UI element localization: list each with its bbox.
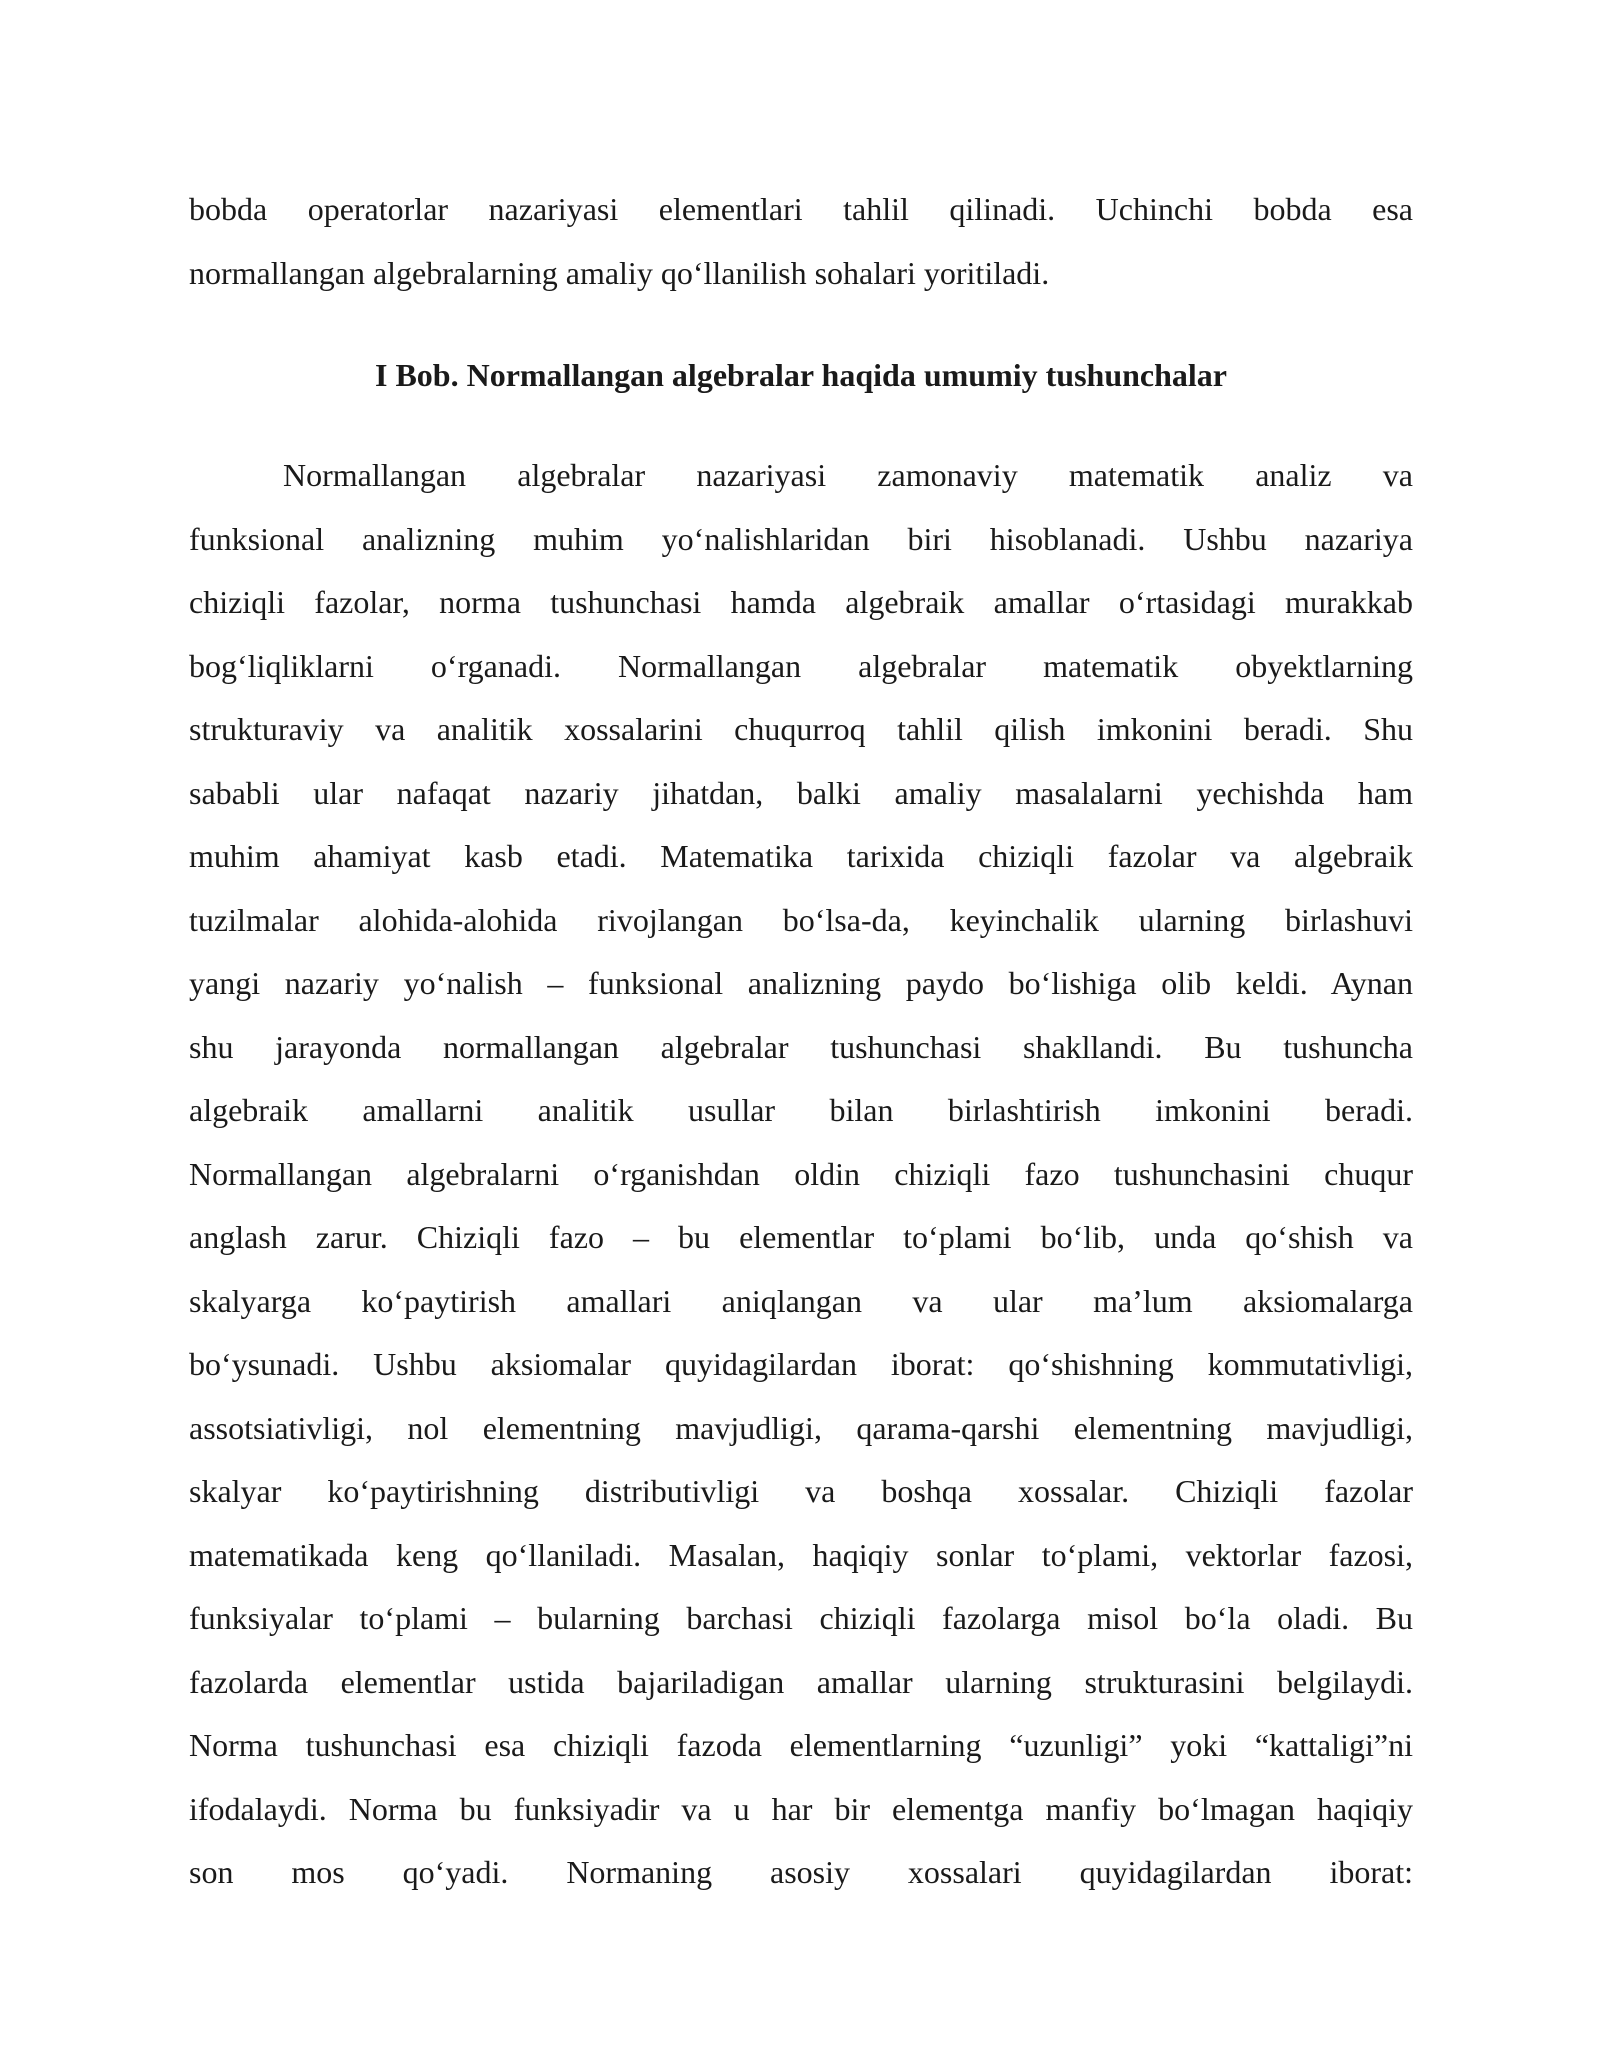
intro-paragraph [189,178,1413,305]
body-line: bog‘liqliklarni o‘rganadi. Normallangan algebralar matematik obyektlarning [189,647,1413,684]
body-line: anglash zarur. Chiziqli fazo – bu elementlar to‘plami bo‘lib, unda qo‘shish va [189,1219,1413,1255]
body-line: bo‘ysunadi. Ushbu aksiomalar quyidagilardan iborat: qo‘shishning kommutativligi, [189,1346,1413,1382]
body-line: chiziqli fazolar, norma tushunchasi hamda algebraik amallar o‘rtasidagi murakkab [189,584,1413,620]
body-line: algebraik amallarni analitik usullar bilan birlashtirish imkonini beradi. [189,1092,1413,1128]
body-line: tuzilmalar alohida-alohida rivojlangan bo‘lsa-da, keyinchalik ularning birlashuvi [189,901,1413,938]
body-line: Norma tushunchasi esa chiziqli fazoda elementlarning “uzunligi” yoki “kattaligi”ni [189,1727,1413,1763]
body-paragraph [189,444,1413,1905]
body-line: yangi nazariy yo‘nalish – funksional analizning paydo bo‘lishiga olib keldi. Aynan [189,965,1413,1001]
intro-line: bobda operatorlar nazariyasi elementlari tahlil qilinadi. Uchinchi bobda esa [189,191,1413,227]
body-line: Normallangan algebralar nazariyasi zamonaviy matematik analiz va [283,457,1413,493]
body-line: muhim ahamiyat kasb etadi. Matematika tarixida chiziqli fazolar va algebraik [189,838,1413,874]
body-line: strukturaviy va analitik xossalarini chuqurroq tahlil qilish imkonini beradi. Shu [189,711,1413,747]
body-line: funksional analizning muhim yo‘nalishlaridan biri hisoblanadi. Ushbu nazariya [189,520,1413,557]
body-line: shu jarayonda normallangan algebralar tushunchasi shakllandi. Bu tushuncha [189,1028,1413,1065]
body-line: sababli ular nafaqat nazariy jihatdan, balki amaliy masalalarni yechishda ham [189,774,1413,811]
body-line: fazolarda elementlar ustida bajariladigan amallar ularning strukturasini belgilaydi. [189,1663,1413,1700]
intro-line: normallangan algebralarning amaliy qo‘llanilish sohalari yoritiladi. [189,254,1050,291]
body-line: son mos qo‘yadi. Normaning asosiy xossalari quyidagilardan iborat: [189,1854,1413,1890]
body-line: skalyar ko‘paytirishning distributivligi va boshqa xossalar. Chiziqli fazolar [189,1473,1413,1509]
body-line: assotsiativligi, nol elementning mavjudligi, qarama-qarshi elementning mavjudligi, [189,1409,1413,1446]
body-line: funksiyalar to‘plami – bularning barchasi chiziqli fazolarga misol bo‘la oladi. Bu [189,1600,1413,1636]
body-line: matematikada keng qo‘llaniladi. Masalan, haqiqiy sonlar to‘plami, vektorlar fazosi, [189,1536,1413,1573]
body-line: ifodalaydi. Norma bu funksiyadir va u har bir elementga manfiy bo‘lmagan haqiqiy [189,1790,1413,1827]
body-line: Normallangan algebralarni o‘rganishdan oldin chiziqli fazo tushunchasini chuqur [189,1155,1413,1192]
chapter-heading: I Bob. Normallangan algebralar haqida umumiy tushunchalar [374,357,1227,393]
body-line: skalyarga ko‘paytirish amallari aniqlangan va ular ma’lum aksiomalarga [189,1282,1413,1319]
